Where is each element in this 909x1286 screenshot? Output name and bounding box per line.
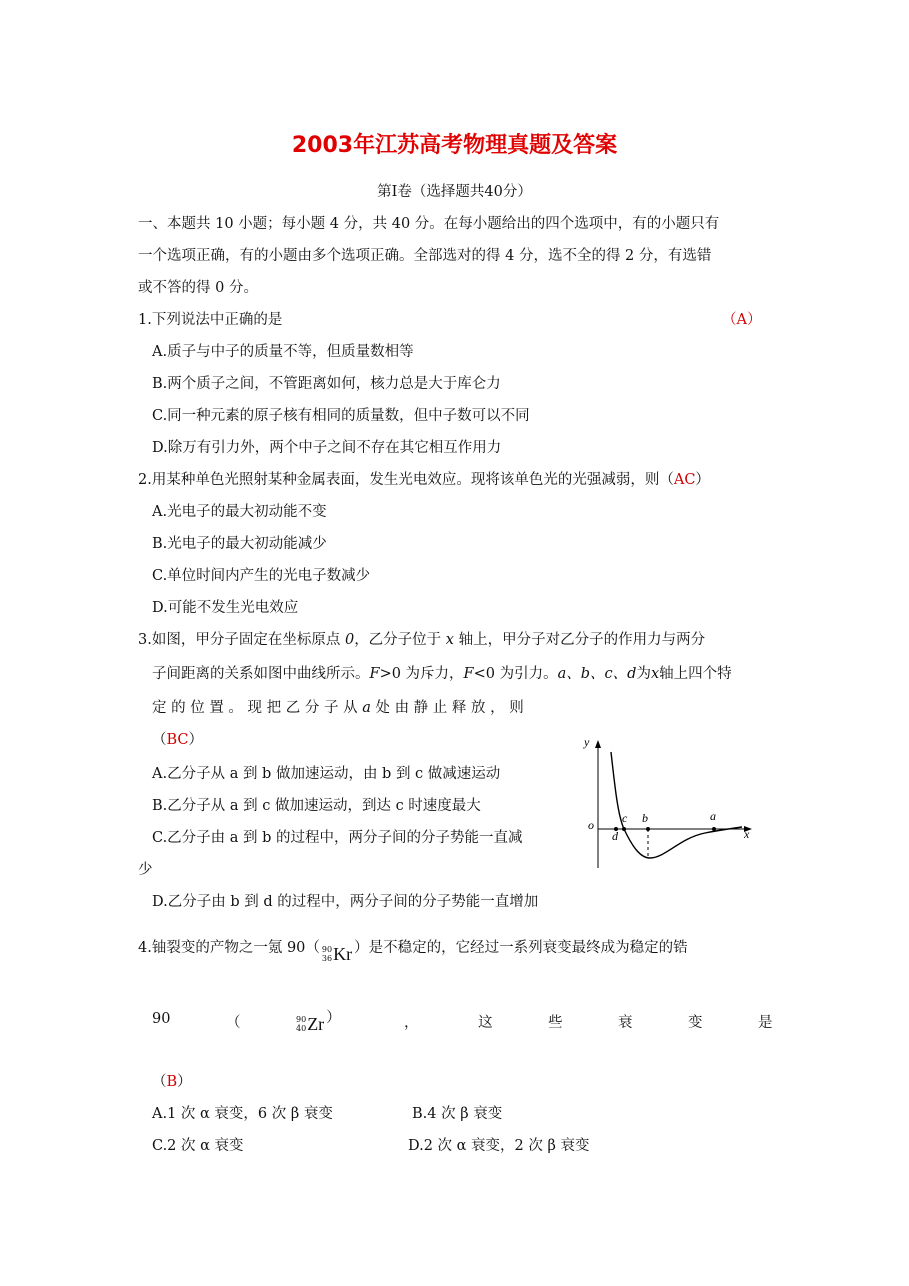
- q3-answer-line: [152, 728, 203, 749]
- krypton-nuclide: [322, 944, 352, 965]
- intro-line-3: 或不答的得 0 分。: [138, 280, 258, 296]
- q3-option-c-cont: 少: [138, 862, 153, 878]
- d-label: d: [612, 829, 618, 843]
- point-c: [622, 827, 626, 831]
- q4-option-d: D.2 次 α 衰变，2 次 β 衰变: [408, 1138, 590, 1154]
- c-label: c: [622, 811, 628, 825]
- page-title: 2003年江苏高考物理真题及答案: [291, 133, 618, 158]
- y-label: y: [584, 735, 590, 749]
- q3-text: 处 由 静 止 释 放 ， 则: [375, 700, 524, 716]
- b-label: b: [642, 811, 648, 825]
- q2-option-a: A.光电子的最大初动能不变: [152, 504, 327, 520]
- q4-word: 是: [758, 1015, 773, 1031]
- q2-option-b: B.光电子的最大初动能减少: [152, 536, 327, 552]
- q1-option-a: A.质子与中子的质量不等，但质量数相等: [152, 344, 414, 360]
- q2-answer-open: （: [659, 472, 674, 488]
- q4-text: ）是不稳定的，它经过一系列衰变最终成为稳定的锆: [354, 940, 688, 956]
- q3-text: 子间距离的关系如图中曲线所示。: [152, 666, 370, 682]
- zr-symbol: Zr: [307, 1013, 325, 1034]
- q3-answer: BC: [166, 732, 189, 748]
- q3-option-c: C.乙分子由 a 到 b 的过程中，两分子间的分子势能一直减: [152, 830, 523, 846]
- zirconium-nuclide: [296, 1014, 324, 1035]
- q4-line2-comma: ，: [404, 1015, 419, 1031]
- q1-option-b: B.两个质子之间，不管距离如何，核力总是大于库仑力: [152, 376, 501, 392]
- q1-option-c: C.同一种元素的原子核有相同的质量数，但中子数可以不同: [152, 408, 530, 424]
- q3-line-3: [152, 696, 524, 717]
- q2-option-c: C.单位时间内产生的光电子数减少: [152, 568, 371, 584]
- q4-word: 衰: [618, 1015, 633, 1031]
- q3-points: a、b、c、d: [557, 666, 637, 682]
- q3-answer-close: ）: [188, 732, 204, 748]
- x-label: x: [744, 827, 750, 841]
- q3-text: 轴上四个特: [659, 666, 732, 682]
- point-a: [712, 827, 716, 831]
- q2-answer: AC: [673, 472, 696, 488]
- q4-text: 4.铀裂变的产物之一氪 90（: [138, 940, 320, 956]
- q3-option-d: D.乙分子由 b 到 d 的过程中，两分子间的分子势能一直增加: [152, 894, 539, 910]
- zr-atomic-number: 40: [296, 1024, 307, 1033]
- q2-stem-text: 2.用某种单色光照射某种金属表面，发生光电效应。现将该单色光的光强减弱，则: [138, 472, 660, 488]
- q1-stem: 1.下列说法中正确的是: [138, 312, 283, 328]
- intro-line-2: 一个选项正确，有的小题由多个选项正确。全部选对的得 4 分，选不全的得 2 分，有选错: [138, 248, 712, 264]
- q4-answer: B: [166, 1074, 178, 1090]
- q4-option-c: C.2 次 α 衰变: [152, 1138, 244, 1154]
- q2-option-d: D.可能不发生光电效应: [152, 600, 299, 616]
- q4-text: ）: [326, 1010, 341, 1026]
- q3-f-var: F: [463, 666, 474, 682]
- q3-option-b: B.乙分子从 a 到 c 做加速运动，到达 c 时速度最大: [152, 798, 481, 814]
- kr-symbol: Kr: [333, 943, 353, 964]
- a-label: a: [710, 809, 716, 823]
- q4-line2-paren: （: [226, 1015, 241, 1031]
- q3-x-var: x: [441, 632, 459, 648]
- q3-a-var: a: [362, 700, 371, 716]
- zr-mass-number: 90: [296, 1015, 307, 1024]
- q3-text: 3.如图，甲分子固定在坐标原点: [138, 632, 341, 648]
- force-curve: [611, 752, 742, 858]
- q2-answer-close: ）: [695, 472, 710, 488]
- q3-x-var: x: [650, 666, 660, 682]
- section-heading: 第Ⅰ卷（选择题共40分）: [377, 184, 532, 200]
- q3-text: <0 为引力。: [473, 666, 558, 682]
- q3-text: 轴上，甲分子对乙分子的作用力与两分: [458, 632, 706, 648]
- q4-answer-line: [152, 1070, 192, 1091]
- q4-answer-close: ）: [177, 1074, 192, 1090]
- q4-line-1: [138, 936, 688, 965]
- q3-answer-open: （: [152, 732, 167, 748]
- q4-answer-open: （: [152, 1074, 167, 1090]
- q3-text: 为: [636, 666, 651, 682]
- q4-line2-90: 90: [152, 1011, 171, 1027]
- q1-option-d: D.除万有引力外，两个中子之间不存在其它相互作用力: [152, 440, 502, 456]
- q3-text: 定 的 位 置 。 现 把 乙 分 子 从: [152, 700, 358, 716]
- intro-line-1: 一、本题共 10 小题；每小题 4 分，共 40 分。在每小题给出的四个选项中，有的小题只有: [138, 216, 720, 232]
- kr-atomic-number: 36: [321, 954, 333, 963]
- q3-text: ，乙分子位于: [354, 632, 442, 648]
- point-b: [646, 827, 650, 831]
- q2-stem: [138, 468, 710, 489]
- q3-line-1: [138, 628, 705, 649]
- y-axis-arrow-icon: [595, 740, 601, 748]
- zirconium-nuclide-wrap: [294, 1006, 341, 1035]
- kr-mass-number: 90: [321, 945, 333, 954]
- origin-label: o: [588, 818, 594, 832]
- q4-option-a: A.1 次 α 衰变，6 次 β 衰变: [152, 1106, 333, 1122]
- force-distance-graph: [580, 728, 760, 878]
- q4-word: 这: [478, 1015, 493, 1031]
- q4-option-b: B.4 次 β 衰变: [412, 1106, 503, 1122]
- q3-line-2: [152, 662, 732, 683]
- q4-word: 变: [688, 1015, 703, 1031]
- q3-text: >0 为斥力，: [379, 666, 464, 682]
- q4-word: 些: [548, 1015, 563, 1031]
- q1-answer: （A）: [722, 312, 762, 328]
- q3-option-a: A.乙分子从 a 到 b 做加速运动，由 b 到 c 做减速运动: [152, 766, 501, 782]
- q3-origin: 0: [340, 632, 355, 648]
- q3-f-var: F: [369, 666, 380, 682]
